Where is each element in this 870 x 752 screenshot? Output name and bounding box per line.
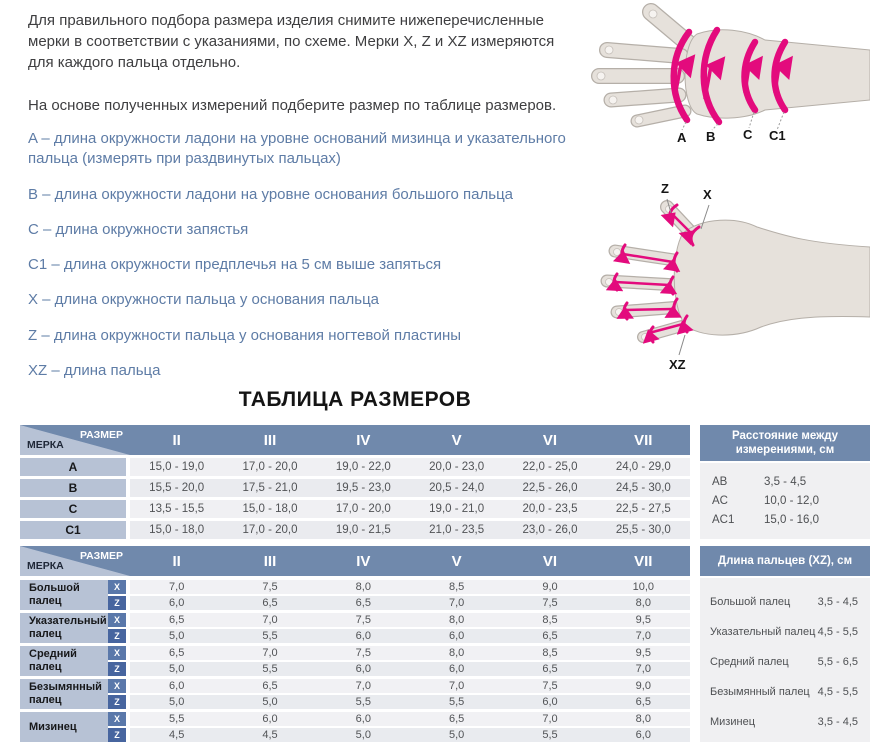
finger-label: Большой палец (20, 580, 108, 610)
distance-panel (700, 425, 870, 539)
table2-header (20, 546, 690, 576)
distance-row-ac1 (700, 510, 870, 529)
intro-paragraph-2: На основе полученных измерений подберите размер по таблице размеров. (28, 97, 557, 114)
finger-length-row (710, 626, 858, 656)
z-row (108, 662, 690, 676)
table-cell: 4,5 (169, 729, 185, 741)
z-cell: Z (108, 695, 126, 709)
table-cell: 25,5 - 30,0 (615, 524, 671, 536)
table-cell: 9,5 (635, 647, 651, 659)
table-cell: 8,0 (635, 713, 651, 725)
x-row (108, 580, 690, 594)
label-a: A (677, 130, 687, 145)
table-cell: 6,0 (169, 680, 185, 692)
table-cell: 15,0 - 18,0 (149, 524, 205, 536)
distance-label: AC1 (712, 513, 735, 526)
label-c: C (743, 127, 753, 142)
table-cell: 7,0 (635, 663, 651, 675)
table-cell: 8,5 (542, 647, 558, 659)
hand-silhouette (597, 10, 870, 124)
z-row (108, 629, 690, 643)
z-cell: Z (108, 629, 126, 643)
distance-label: AC (712, 494, 728, 507)
table-cell: 19,0 - 22,0 (335, 461, 391, 473)
table-cell: 20,5 - 24,0 (429, 482, 485, 494)
corner-size-label: РАЗМЕР (80, 429, 123, 441)
z-row (108, 695, 690, 709)
distance-row-ab (700, 472, 870, 491)
table-cell: 5,0 (355, 729, 371, 741)
distance-row-ac (700, 491, 870, 510)
z-row (108, 728, 690, 742)
hand-finger-diagram (585, 175, 870, 375)
hand-silhouette (606, 206, 870, 341)
table-cell: 5,0 (169, 663, 185, 675)
label-z: Z (661, 181, 669, 196)
size-col-header: IV (356, 552, 371, 570)
label-b: B (706, 129, 716, 144)
z-row (108, 596, 690, 610)
table-cell: 19,5 - 23,0 (335, 482, 391, 494)
corner-cell (20, 425, 130, 455)
row-label: C (20, 500, 126, 518)
size-col-header: VII (634, 431, 653, 449)
table-cell: 6,5 (169, 614, 185, 626)
distance-value: 15,0 - 16,0 (764, 513, 819, 526)
definition-a: A – длина окружности ладони на уровне оснований мизинца и указательного пальца (измерять при раздвинутых пальцах) (28, 130, 566, 168)
table-cell: 6,5 (542, 663, 558, 675)
size-col-header: V (451, 431, 462, 449)
finger-length-value: 4,5 - 5,5 (817, 626, 858, 638)
finger-length-title: Длина пальцев (XZ), см (700, 546, 870, 576)
definition-z: Z – длина окружности пальца у основания ногтевой пластины (28, 326, 462, 344)
distance-value: 3,5 - 4,5 (764, 475, 807, 488)
finger-length-label: Безымянный палец (710, 686, 810, 698)
table-cell: 20,0 - 23,0 (429, 461, 485, 473)
table-cell: 7,0 (449, 680, 465, 692)
table-row-a (20, 458, 690, 476)
size-columns (130, 425, 690, 455)
finger-label: Указательный палец (20, 613, 108, 643)
size-col-header: VII (634, 552, 653, 570)
table-cell: 5,0 (169, 696, 185, 708)
size-columns (130, 546, 690, 576)
table-cell: 5,5 (355, 696, 371, 708)
table-cell: 23,0 - 26,0 (522, 524, 578, 536)
table-cell: 8,0 (635, 597, 651, 609)
table-cell: 6,5 (355, 597, 371, 609)
table-cell: 9,0 (542, 581, 558, 593)
finger-length-label: Большой палец (710, 596, 791, 608)
table-cell: 7,0 (635, 630, 651, 642)
table-cell: 6,0 (542, 696, 558, 708)
table-row-c (20, 500, 690, 518)
table-cell: 17,5 - 21,0 (242, 482, 298, 494)
table-row-c1 (20, 521, 690, 539)
table-cell: 7,0 (169, 581, 185, 593)
finger-length-panel (700, 546, 870, 742)
finger-group-thumb (20, 580, 690, 610)
x-cell: X (108, 646, 126, 660)
table-cell: 7,5 (355, 647, 371, 659)
size-col-header: II (172, 552, 181, 570)
table-cell: 6,0 (449, 630, 465, 642)
z-cell: Z (108, 596, 126, 610)
finger-length-row (710, 686, 858, 716)
table-cell: 6,0 (169, 597, 185, 609)
table-cell: 7,0 (262, 614, 278, 626)
finger-group-middle (20, 646, 690, 676)
table-cell: 22,5 - 27,5 (615, 503, 671, 515)
circumference-size-table (20, 425, 690, 539)
size-table-title: ТАБЛИЦА РАЗМЕРОВ (238, 388, 472, 411)
table-cell: 8,0 (449, 614, 465, 626)
corner-merka-label: МЕРКА (27, 439, 64, 451)
label-c1: C1 (769, 128, 786, 143)
definition-c1: C1 – длина окружности предплечья на 5 см выше запяться (28, 256, 442, 273)
table-cell: 7,0 (449, 597, 465, 609)
table-cell: 7,5 (355, 614, 371, 626)
x-cell: X (108, 613, 126, 627)
table-cell: 15,0 - 19,0 (149, 461, 205, 473)
finger-length-value: 3,5 - 4,5 (817, 596, 858, 608)
table-cell: 5,5 (262, 630, 278, 642)
definition-b: B – длина окружности ладони на уровне основания большого пальца (28, 185, 514, 203)
table-cell: 8,0 (355, 581, 371, 593)
finger-label: Средний палец (20, 646, 108, 676)
size-col-header: VI (542, 552, 558, 570)
table-cell: 6,0 (635, 729, 651, 741)
table-cell: 7,5 (542, 680, 558, 692)
table-cell: 6,5 (542, 630, 558, 642)
table-cell: 8,0 (449, 647, 465, 659)
size-col-header: VI (542, 431, 558, 449)
table-cell: 5,0 (169, 630, 185, 642)
finger-size-table (20, 546, 690, 742)
table-cell: 5,5 (449, 696, 465, 708)
distance-value: 10,0 - 12,0 (764, 494, 819, 507)
table-cell: 7,0 (262, 647, 278, 659)
finger-label: Мизинец (20, 712, 108, 742)
x-cell: X (108, 712, 126, 726)
measurement-definitions (28, 129, 580, 396)
table-cell: 7,0 (355, 680, 371, 692)
table-cell: 5,0 (449, 729, 465, 741)
table-cell: 13,5 - 15,5 (149, 503, 205, 515)
table1-header (20, 425, 690, 455)
distance-label: AB (712, 475, 728, 488)
table-cell: 7,5 (262, 581, 278, 593)
definition-x: X – длина окружности пальца у основания пальца (28, 291, 380, 309)
table-cell: 6,5 (262, 597, 278, 609)
finger-group-index (20, 613, 690, 643)
table-cell: 6,0 (355, 663, 371, 675)
table-cell: 15,5 - 20,0 (149, 482, 205, 494)
table-cell: 4,5 (262, 729, 278, 741)
finger-group-pinky (20, 712, 690, 742)
table-cell: 17,0 - 20,0 (242, 524, 298, 536)
finger-length-row (710, 716, 858, 746)
table-cell: 17,0 - 20,0 (242, 461, 298, 473)
x-row (108, 679, 690, 693)
corner-size-label: РАЗМЕР (80, 550, 123, 562)
size-col-header: III (263, 552, 277, 570)
hand-circumference-diagram (585, 0, 870, 170)
table-cell: 21,0 - 23,5 (429, 524, 485, 536)
table-cell: 22,0 - 25,0 (522, 461, 578, 473)
size-col-header: V (451, 552, 462, 570)
definition-xz: XZ – длина пальца (28, 361, 161, 379)
finger-length-row (710, 656, 858, 686)
x-row (108, 646, 690, 660)
size-col-header: II (172, 431, 181, 449)
finger-length-value: 5,5 - 6,5 (817, 656, 858, 668)
corner-cell (20, 546, 130, 576)
corner-merka-label: МЕРКА (27, 560, 64, 572)
size-col-header: IV (356, 431, 371, 449)
table-cell: 8,5 (542, 614, 558, 626)
table-cell: 5,5 (262, 663, 278, 675)
table-cell: 22,5 - 26,0 (522, 482, 578, 494)
table-cell: 19,0 - 21,0 (429, 503, 485, 515)
distance-panel-title: Расстояние между измерениями, см (700, 425, 870, 461)
table-cell: 24,0 - 29,0 (615, 461, 671, 473)
table-cell: 6,0 (355, 713, 371, 725)
table-cell: 19,0 - 21,5 (335, 524, 391, 536)
table-cell: 10,0 (632, 581, 655, 593)
intro-text (28, 10, 578, 138)
table-cell: 6,0 (449, 663, 465, 675)
z-cell: Z (108, 662, 126, 676)
table-cell: 6,5 (169, 647, 185, 659)
x-row (108, 712, 690, 726)
row-label: C1 (20, 521, 126, 539)
intro-paragraph-1: Для правильного подбора размера изделия снимите нижеперечисленные мерки в соответствии с указаниями, по схеме. Мерки X, Z и XZ измеряются для каждого пальца отдельно. (28, 12, 555, 71)
finger-length-label: Указательный палец (710, 626, 816, 638)
finger-length-label: Мизинец (710, 716, 755, 728)
finger-length-row (710, 596, 858, 626)
table-cell: 7,5 (542, 597, 558, 609)
finger-length-value: 4,5 - 5,5 (817, 686, 858, 698)
table-cell: 5,5 (169, 713, 185, 725)
finger-length-value: 3,5 - 4,5 (817, 716, 858, 728)
table-cell: 6,5 (262, 680, 278, 692)
table-row-b (20, 479, 690, 497)
label-xz: XZ (669, 357, 686, 372)
table-cell: 15,0 - 18,0 (242, 503, 298, 515)
z-cell: Z (108, 728, 126, 742)
table-cell: 6,5 (449, 713, 465, 725)
table-cell: 5,0 (262, 696, 278, 708)
table-cell: 7,0 (542, 713, 558, 725)
finger-length-body (700, 578, 870, 742)
x-cell: X (108, 679, 126, 693)
table-cell: 9,0 (635, 680, 651, 692)
table-cell: 9,5 (635, 614, 651, 626)
distance-panel-body (700, 463, 870, 539)
table-cell: 17,0 - 20,0 (335, 503, 391, 515)
table-cell: 6,0 (262, 713, 278, 725)
x-row (108, 613, 690, 627)
finger-label: Безымянный палец (20, 679, 108, 709)
definition-c: C – длина окружности запястья (28, 220, 249, 238)
row-label: B (20, 479, 126, 497)
finger-group-ring (20, 679, 690, 709)
finger-length-label: Средний палец (710, 656, 789, 668)
table-cell: 20,0 - 23,5 (522, 503, 578, 515)
size-col-header: III (263, 431, 277, 449)
x-cell: X (108, 580, 126, 594)
table-cell: 6,5 (635, 696, 651, 708)
table-cell: 8,5 (449, 581, 465, 593)
table-cell: 24,5 - 30,0 (615, 482, 671, 494)
row-label: A (20, 458, 126, 476)
table-cell: 5,5 (542, 729, 558, 741)
label-x: X (703, 187, 712, 202)
table-cell: 6,0 (355, 630, 371, 642)
